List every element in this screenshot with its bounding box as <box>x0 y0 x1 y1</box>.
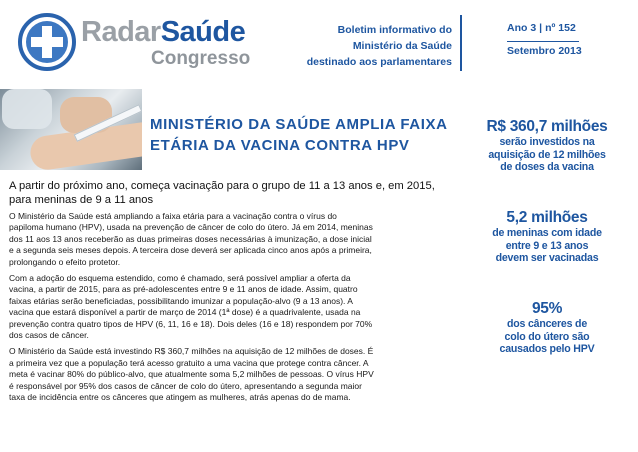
stat-text: serão investidos na <box>499 136 595 148</box>
body-line: a primeira vez que a população terá acesso gratuito a uma vacina que protege contra câncer. A <box>9 357 369 368</box>
vaccination-photo <box>0 89 142 170</box>
stat-text: entre 9 e 13 anos <box>505 239 589 252</box>
stat-text: causados pelo HPV <box>499 343 595 355</box>
body-line: dos 11 aos 13 anos receberão as duas primeiras doses necessárias à imunização, a dose inicial <box>9 233 372 244</box>
lead-line: para meninas de 9 a 11 anos <box>9 194 154 206</box>
photo-glove <box>2 89 52 129</box>
body-line: O Ministério da Saúde está investindo R$ 360,7 milhões na aquisição de 12 milhões de doses. É <box>9 346 374 357</box>
stat-text: colo do útero são <box>504 330 590 343</box>
body-paragraph <box>9 346 454 403</box>
stat-figure: R$ 360,7 milhões <box>486 118 608 135</box>
body-line: O Ministério da Saúde está ampliando a faixa etária para a vacinação contra o vírus do <box>9 211 337 221</box>
stat-figure: 95% <box>531 300 563 317</box>
issue-rule <box>507 41 579 42</box>
issue-info <box>507 22 576 34</box>
brand-subtitle: Congresso <box>151 48 251 69</box>
body-paragraph <box>9 211 454 268</box>
body-line: vacina que estará disponível a partir de março de 2014 (1ª dose) é a quadrivalente, usada na <box>9 307 361 318</box>
bulletin-line: destinado aos parlamentares <box>306 56 452 68</box>
issue-separator: | <box>539 22 543 34</box>
header-divider <box>460 15 462 71</box>
body-line: faixas etárias serão beneficiadas, possibilitando imunizar a população-alvo (9 a 13 anos). A <box>9 295 353 306</box>
stat-text: devem ser vacinadas <box>495 252 599 264</box>
article-body <box>9 211 454 409</box>
medical-cross-logo-icon <box>18 13 76 71</box>
body-paragraph <box>9 273 454 341</box>
headline-line: MINISTÉRIO DA SAÚDE AMPLIA FAIXA <box>150 116 448 133</box>
bulletin-description <box>282 22 452 70</box>
body-line: papiloma humano (HPV), usada na prevenção de câncer de colo do útero. Já em 2014, meninas <box>9 222 373 233</box>
issue-year: Ano 3 <box>507 22 537 34</box>
body-line: e a segunda seis meses depois. A terceira dose deverá ser aplicada cinco anos após a primeira, <box>9 245 372 256</box>
stat-text: de meninas com idade <box>492 227 602 239</box>
body-line: Com a adoção do esquema estendido, como é chamado, será possível ampliar a oferta da <box>9 273 351 284</box>
stat-target-population <box>478 209 616 265</box>
issue-date: Setembro 2013 <box>507 45 582 57</box>
brand-name <box>81 16 251 69</box>
body-line: prevenção contra quatro tipos de HPV (6, 11, 16 e 18). Dois deles (16 e 18) respondem por 70% <box>9 318 373 329</box>
brand-word-saude: Saúde <box>160 16 246 48</box>
stat-hpv-share <box>478 300 616 356</box>
body-line: vacina, a partir de 2015, para as pré-adolescentes entre 9 e 11 anos de idade. Assim, quatro <box>9 284 358 295</box>
bulletin-line: Ministério da Saúde <box>352 40 452 52</box>
body-line: prolongando o efeito protetor. <box>9 256 121 267</box>
article-lead <box>9 179 454 207</box>
bulletin-line: Boletim informativo do <box>337 24 452 36</box>
headline-line: ETÁRIA DA VACINA CONTRA HPV <box>150 137 410 154</box>
body-line: é responsável por 95% dos casos de câncer de colo do útero, apresentando a segunda maior <box>9 380 362 391</box>
stat-text: aquisição de 12 milhões <box>488 148 606 161</box>
stat-text: de doses da vacina <box>500 161 594 173</box>
body-line: dos casos de câncer. <box>9 330 89 341</box>
body-line: meta é vacinar 80% do público-alvo, que atualmente soma 5,2 milhões de pessoas. O vírus HPV <box>9 369 374 380</box>
lead-line: A partir do próximo ano, começa vacinação para o grupo de 11 a 13 anos e, em 2015, <box>9 180 435 192</box>
article-headline <box>150 114 450 156</box>
stat-text: dos cânceres de <box>506 318 588 330</box>
brand-word-radar: Radar <box>81 16 161 48</box>
stat-investment <box>478 118 616 174</box>
issue-number: nº 152 <box>545 22 576 34</box>
body-line: taxa de incidência entre os cânceres que atingem as mulheres, atrás apenas do de mama. <box>9 392 351 403</box>
stat-figure: 5,2 milhões <box>506 209 588 226</box>
